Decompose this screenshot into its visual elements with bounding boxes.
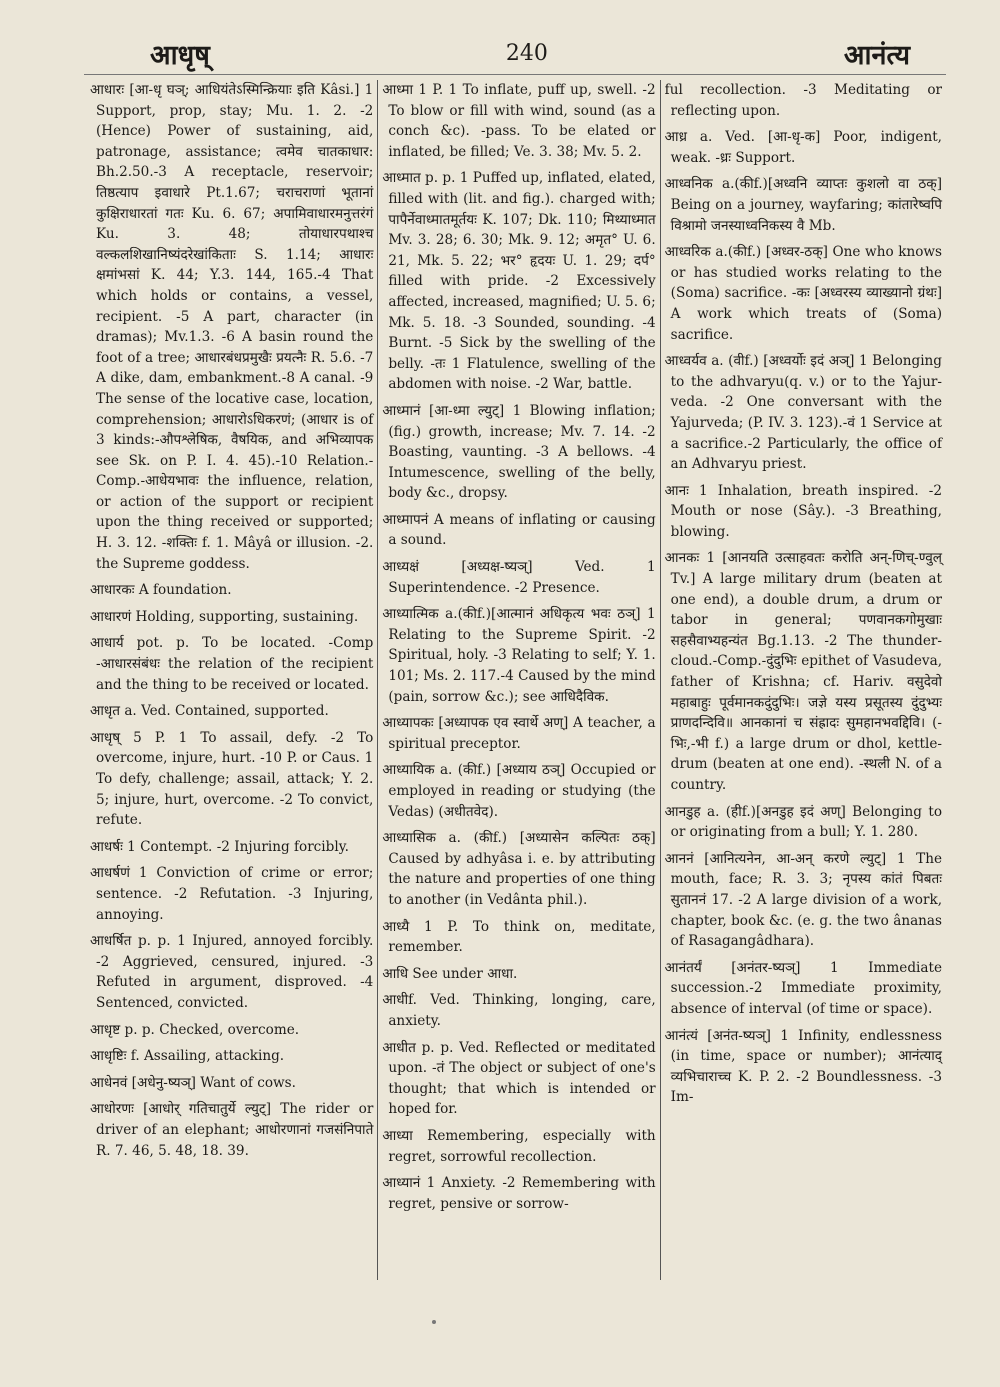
dictionary-entry: आधेनवं [अधेनु-ष्यञ्] Want of cows.: [90, 1074, 296, 1091]
column-3: [661, 80, 946, 1280]
dictionary-entry: आधृष्ट p. p. Checked, overcome.: [90, 1021, 300, 1038]
right-guide-word: आनंत्य: [843, 39, 910, 71]
dictionary-entry: आधारणं Holding, supporting, sustaining.: [90, 608, 359, 625]
dictionary-entry: आधि See under आधा.: [382, 965, 518, 982]
dictionary-entry: आध्यायिक a. (कीf.) [अध्याय ठञ्] Occupied or employed in reading or studying (the Vedas) (अधीतवेद).: [382, 762, 656, 820]
dictionary-entry: आध्मात p. p. 1 Puffed up, inflated, elated, filled with (lit. and fig.). charged with; पापैर्नेवाध्मातमूर्तयः K. 107; Dk. 110; मिथ्याध्मात Mv. 3. 28; 6. 30; Mk. 9. 12; अमृत° U. 6. 21, Mk. 5. 22; भर° हृदयः U. 1. 29; दर्प° filled with pride. -2 Excessively affected, increased, magnified; U. 5. 6; Mk. 5. 18. -3 Sounded, sounding. -4 Burnt. -5 Sick by the swelling of the belly. -तः 1 Flatulence, swelling of the abdomen with noise. -2 War, battle.: [382, 170, 656, 393]
dictionary-entry: आनः 1 Inhalation, breath inspired. -2 Mouth or nose (Sây.). -3 Breathing, blowing.: [664, 482, 943, 540]
page-number: 240: [505, 40, 548, 66]
dictionary-entry: आधीf. Ved. Thinking, longing, care, anxiety.: [382, 992, 656, 1029]
header-rule: [84, 74, 946, 75]
dictionary-entry: आध्मा 1 P. 1 To inflate, puff up, swell. -2 To blow or fill with wind, sound (as a conch &c). -pass. To be elated or inflated, be filled; Ve. 3. 38; Mv. 5. 2.: [382, 82, 656, 160]
dictionary-entry: आनकः 1 [आनयति उत्साहवतः करोति अन्-णिच्-ण्वुल् Tv.] A large military drum (beaten at one end), a double drum, a drum or tabor in general; पणवानकगोमुखाः सहसैवाभ्यहन्यंत Bg.1.13. -2 The thunder-cloud.-Comp.-दुंदुभिः epithet of Vasudeva, father of Krishna; cf. Hariv. वसुदेवो महाबाहुः पूर्वमानकदुंदुभिः। जज्ञे यस्य प्रसूतस्य दुंदुभ्यः प्राणदन्दिवि॥ आनकानां च संह्रादः सुमहानभवद्दिवि। (-भिः,-भी f.) a large drum or dhol, kettle-drum (beaten at one end). -स्थली N. of a country.: [664, 550, 943, 793]
dictionary-entry: आनडुह a. (हीf.)[अनडुह इदं अण्] Belonging to or originating from a bull; Y. 1. 280.: [664, 803, 943, 841]
dictionary-entry: ful recollection. -3 Meditating or reflecting upon.: [664, 82, 943, 119]
dictionary-entry: आननं [आनित्यनेन, आ-अन् करणे ल्युट्] 1 The mouth, face; R. 3. 3; नृपस्य कांतं पिबतः सुताननं 17. -2 A large division of a work, chapter, book &c. (e. g. the two ânanas of Rasagangâdhara).: [664, 850, 943, 950]
dictionary-entry: आधीत p. p. Ved. Reflected or meditated upon. -तं The object or subject of one's thought; that which is intended or hoped for.: [382, 1039, 656, 1118]
column-1: [86, 80, 377, 1280]
page-header: [150, 30, 910, 76]
dictionary-entry: आनंतर्यं [अनंतर-ष्यञ्] 1 Immediate succession.-2 Immediate proximity, absence of interval (of time or space).: [664, 959, 943, 1017]
ink-smudge: [432, 1320, 436, 1324]
dictionary-entry: आध्मापनं A means of inflating or causing a sound.: [382, 511, 656, 549]
dictionary-entry: आधर्षः 1 Contempt. -2 Injuring forcibly.: [90, 838, 349, 855]
dictionary-entry: आधोरणः [आधोर् गतिचातुर्ये ल्युट्] The rider or driver of an elephant; आधोरणानां गजसंनिपाते R. 7. 46, 5. 48, 18. 39.: [90, 1101, 374, 1159]
dictionary-entry: आध्वनिक a.(कीf.)[अध्वनि व्याप्तः कुशलो वा ठक्] Being on a journey, wayfaring; कांतारेष्वपि विश्रामो जनस्याध्वनिकस्य वै Mb.: [664, 176, 943, 234]
dictionary-entry: आध्यक्षं [अध्यक्ष-ष्यञ्] Ved. 1 Superintendence. -2 Presence.: [382, 559, 656, 596]
dictionary-entry: आधृष् 5 P. 1 To assail, defy. -2 To overcome, injure, hurt. -10 P. or Caus. 1 To defy, challenge; assail, attack; Y. 2. 5; injure, hurt, overcome. -2 To convict, refute.: [90, 729, 374, 829]
dictionary-entry: आध्वर्यव a. (वीf.) [अध्वर्योः इदं अञ्] 1 Belonging to the adhvaryu(q. v.) or to the Yajur-veda. -2 One conversant with the Yajurveda; (P. IV. 3. 123).-वं 1 Service at a sacrifice.-2 Particularly, the office of an Adhvaryu priest.: [664, 353, 943, 473]
dictionary-entry: आधारकः A foundation.: [90, 582, 232, 599]
dictionary-entry: आधर्षणं 1 Conviction of crime or error; sentence. -2 Refutation. -3 Injuring, annoying.: [90, 865, 374, 923]
dictionary-entry: आधार्य pot. p. To be located. -Comp -आधारसंबंधः the relation of the recipient and the thing to be received or located.: [90, 635, 374, 693]
dictionary-entry: आनंत्यं [अनंत-ष्यञ्] 1 Infinity, endlessness (in time, space or number); आनंत्याद् व्यभिचाराच्च K. P. 2. -2 Boundlessness. -3 Im-: [664, 1027, 943, 1106]
dictionary-entry: आधृष्टिः f. Assailing, attacking.: [90, 1048, 285, 1065]
dictionary-entry: आध्यासिक a. (कीf.) [अध्यासेन कल्पितः ठक्] Caused by adhyâsa i. e. by attributing the nature and properties of one thing to another (in Vedânta phil.).: [382, 830, 656, 908]
dictionary-entry: आध्र a. Ved. [आ-धृ-क] Poor, indigent, weak. -ध्रः Support.: [664, 129, 943, 166]
dictionary-entry: आध्यापकः [अध्यापक एव स्वार्थे अण्] A teacher, a spiritual preceptor.: [382, 715, 656, 752]
dictionary-entry: आध्यात्मिक a.(कीf.)[आत्मानं अधिकृत्य भवः ठञ्] 1 Relating to the Supreme Spirit. -2 Spiritual, holy. -3 Relating to self; Y. 1. 101; Ms. 2. 117.-4 Caused by the mind (pain, sorrow &c.); see आधिदैविक.: [382, 606, 656, 705]
dictionary-entry: आध्या Remembering, especially with regret, sorrowful recollection.: [382, 1127, 656, 1165]
column-2: [378, 80, 659, 1280]
columns-container: [86, 80, 946, 1280]
dictionary-entry: आध्यै 1 P. To think on, meditate, remember.: [382, 918, 656, 956]
dictionary-entry: आधर्षित p. p. 1 Injured, annoyed forcibly. -2 Aggrieved, censured, injured. -3 Refuted in argument, disproved. -4 Sentenced, convicted.: [90, 933, 374, 1011]
dictionary-entry: आध्मानं [आ-ध्मा ल्युट्] 1 Blowing inflation; (fig.) growth, increase; Mv. 7. 14. -2 Boasting, vaunting. -3 A bellows. -4 Intumescence, swelling of the belly, body &c., dropsy.: [382, 402, 656, 502]
left-guide-word: आधृष्: [150, 39, 210, 71]
dictionary-entry: आधारः [आ-धृ घञ्; आधियंतेऽस्मिन्क्रियाः इति Kâsi.] 1 Support, prop, stay; Mu. 1. 2. -2 (Hence) Power of sustaining, aid, patronage, assistance; त्वमेव चातकाधार: Bh.2.50.-3 A receptacle, reservoir; तिष्ठत्याप इवाधारे Pt.1.67; चराचराणां भूतानां कुक्षिराधारतां गतः Ku. 6. 67; अपामिवाधारमनुत्तरंगं Ku. 3. 48; तोयाधारपथाश्च वल्कलशिखानिष्यंदरेखांकिताः S. 1.14; आधारः क्षमांभसां K. 44; Y.3. 144, 165.-4 That which holds or contains, a vessel, recipient. -5 A part, character (in dramas); Mv.1.3. -6 A basin round the foot of a tree; आधारबंधप्रमुखैः प्रयत्नैः R. 5.6. -7 A dike, dam, embankment.-8 A canal. -9 The sense of the locative case, location, comprehension; आधारोऽधिकरणं; (आधार is of 3 kinds:-औपश्लेषिक, वैषयिक, and अभिव्यापक see Sk. on P. I. 4. 45).-10 Relation.-Comp.-आधेयभावः the influence, relation, or action of the support or recipient upon the thing received or supported; H. 3. 12. -शक्तिः f. 1. Mâyâ or illusion. -2. the Supreme goddess.: [90, 82, 374, 572]
dictionary-entry: आध्वरिक a.(कीf.) [अध्वर-ठक्] One who knows or has studied works relating to the (Soma) sacrifice. -कः [अध्वरस्य व्याख्यानो ग्रंथः] A work which treats of (Soma) sacrifice.: [664, 244, 943, 343]
dictionary-entry: आधृत a. Ved. Contained, supported.: [90, 703, 329, 720]
dictionary-entry: आध्यानं 1 Anxiety. -2 Remembering with regret, pensive or sorrow-: [382, 1175, 656, 1212]
